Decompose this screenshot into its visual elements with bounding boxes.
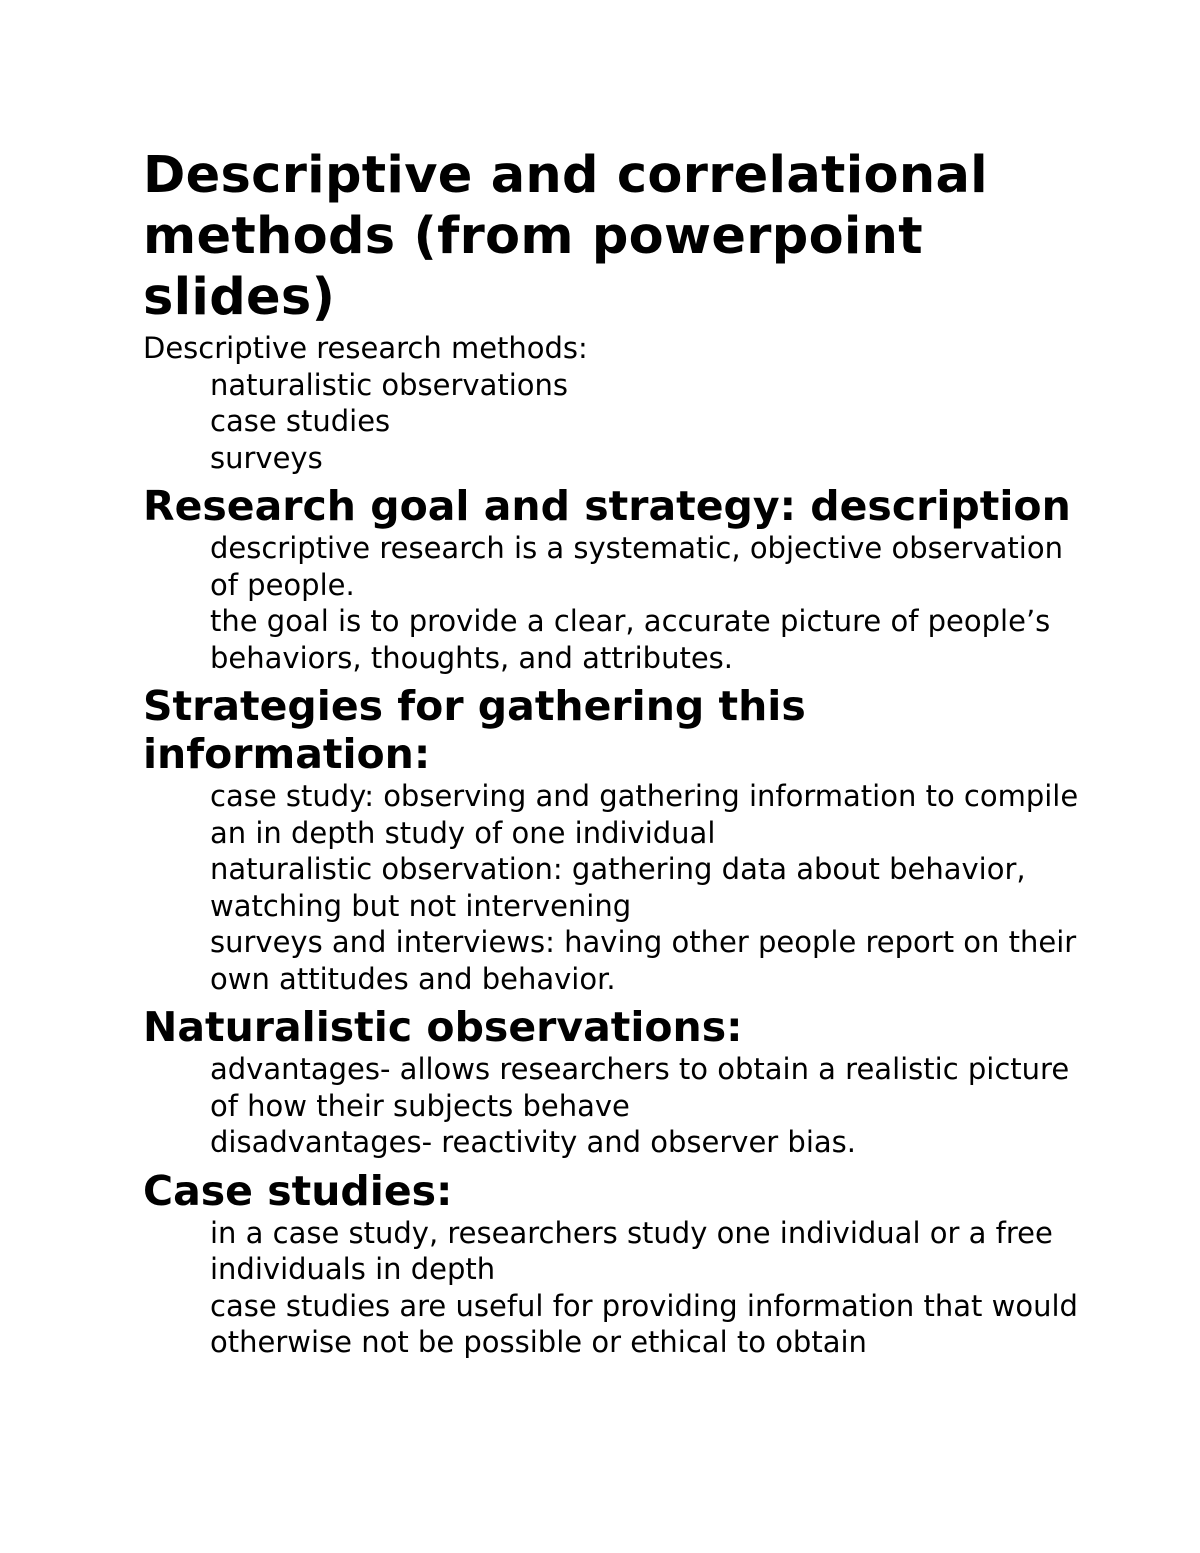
section-list-research-goal [143, 530, 1090, 676]
section-heading-naturalistic: Naturalistic observations: [143, 1003, 743, 1051]
section-item: case study: observing and gathering information to compile an in depth study of one individual [210, 779, 1079, 850]
section-item: advantages- allows researchers to obtain a realistic picture of how their subjects behave [210, 1052, 1070, 1123]
section-item: disadvantages- reactivity and observer bias. [210, 1125, 857, 1159]
section-item: surveys and interviews: having other people report on their own attitudes and behavior. [210, 925, 1077, 996]
document-page [143, 145, 1083, 1361]
section-item: descriptive research is a systematic, objective observation of people. [210, 531, 1063, 602]
section-item: the goal is to provide a clear, accurate picture of people’s behaviors, thoughts, and attributes. [210, 604, 1051, 675]
section-item: case studies are useful for providing information that would otherwise not be possible or ethical to obtain [210, 1288, 1078, 1359]
intro-item-surveys: surveys [210, 440, 323, 475]
intro-list [143, 367, 1090, 477]
section-list-naturalistic [143, 1051, 1090, 1161]
section-heading-strategies: Strategies for gathering this information: [143, 682, 806, 778]
intro-item-case-studies: case studies [210, 404, 391, 438]
intro-item-naturalistic: naturalistic observations [210, 367, 569, 402]
intro-label: Descriptive research methods: [143, 331, 588, 365]
section-heading-research-goal: Research goal and strategy: description [143, 482, 1071, 530]
section-item: naturalistic observation: gathering data about behavior, watching but not intervening [210, 852, 1026, 923]
document-title: Descriptive and correlational methods (from powerpoint slides) [143, 146, 988, 327]
section-list-case-studies [143, 1215, 1090, 1361]
section-heading-case-studies: Case studies: [143, 1166, 453, 1215]
section-item: in a case study, researchers study one individual or a free individuals in depth [210, 1215, 1053, 1286]
section-list-strategies [143, 778, 1090, 997]
